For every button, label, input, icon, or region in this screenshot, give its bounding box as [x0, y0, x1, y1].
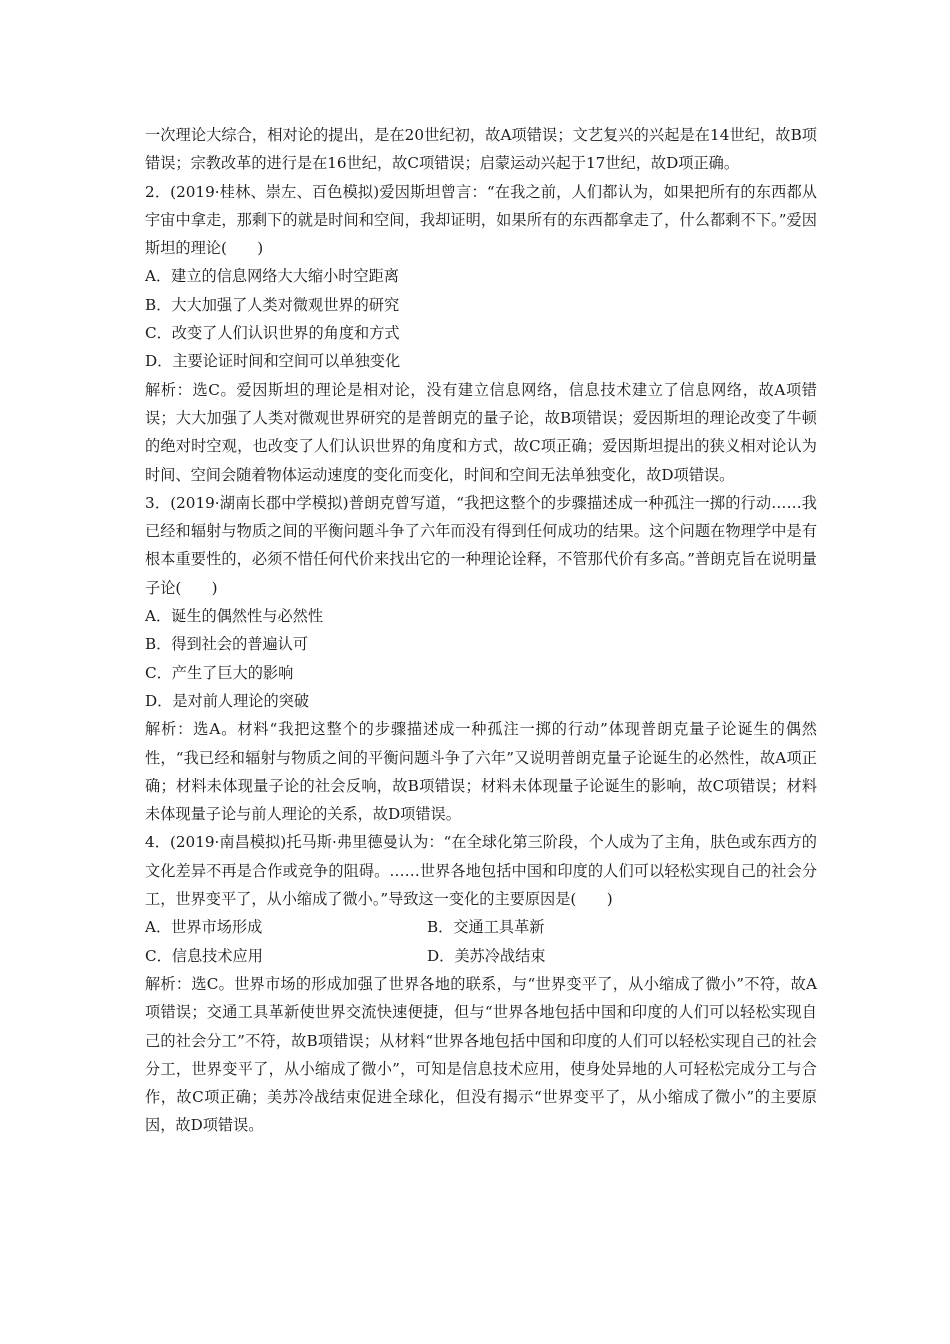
question-3-analysis: 解析：选A。材料“我把这整个的步骤描述成一种孤注一掷的行动”体现普朗克量子论诞生的偶然性，“我已经和辐射与物质之间的平衡问题斗争了六年”又说明普朗克量子论诞生的必然性，故A项正确；材料未体现量子论的社会反响，故B项错误；材料未体现量子论诞生的影响，故C项错误；材料未体现量子论与前人理论的关系，故D项错误。 — [145, 720, 817, 824]
question-2-option-a: A．建立的信息网络大大缩小时空距离 — [145, 267, 399, 286]
question-2-analysis: 解析：选C。爱因斯坦的理论是相对论，没有建立信息网络，信息技术建立了信息网络，故A项错误；大大加强了人类对微观世界研究的是普朗克的量子论，故B项错误；爱因斯坦的理论改变了牛顿的绝对时空观，也改变了人们认识世界的角度和方式，故C项正确；爱因斯坦提出的狭义相对论认为时间、空间会随着物体运动速度的变化而变化，时间和空间无法单独变化，故D项错误。 — [145, 380, 817, 484]
question-4-options-row-1 — [145, 913, 817, 941]
previous-answer-continuation: 一次理论大综合，相对论的提出，是在20世纪初，故A项错误；文艺复兴的兴起是在14世纪，故B项错误；宗教改革的进行是在16世纪，故C项错误；启蒙运动兴起于17世纪，故D项正确。 — [145, 126, 817, 173]
document-page — [145, 121, 817, 1140]
question-4-option-c: C．信息技术应用 — [145, 946, 263, 965]
question-4-analysis: 解析：选C。世界市场的形成加强了世界各地的联系，与“世界变平了，从小缩成了微小”不符，故A项错误；交通工具革新使世界交流快速便捷，但与“世界各地包括中国和印度的人们可以轻松实现自己的社会分工”不符，故B项错误；从材料“世界各地包括中国和印度的人们可以轻松实现自己的社会分工，世界变平了，从小缩成了微小”，可知是信息技术应用，使身处异地的人可轻松完成分工与合作，故C项正确；美苏冷战结束促进全球化，但没有揭示“世界变平了，从小缩成了微小”的主要原因，故D项错误。 — [145, 974, 817, 1135]
question-3-option-a: A．诞生的偶然性与必然性 — [145, 607, 324, 626]
question-4-stem: 4．(2019·南昌模拟)托马斯·弗里德曼认为：“在全球化第三阶段，个人成为了主角，肤色或东西方的文化差异不再是合作或竞争的阻碍。……世界各地包括中国和印度的人们可以轻松实现自己的社会分工，世界变平了，从小缩成了微小。”导致这一变化的主要原因是( ) — [145, 833, 817, 909]
question-4-option-b: B．交通工具革新 — [427, 918, 545, 937]
question-2-option-c: C．改变了人们认识世界的角度和方式 — [145, 324, 400, 343]
question-4-options-row-2 — [145, 942, 817, 970]
question-2-stem: 2．(2019·桂林、崇左、百色模拟)爱因斯坦曾言：“在我之前，人们都认为，如果把所有的东西都从宇宙中拿走，那剩下的就是时间和空间，我却证明，如果所有的东西都拿走了，什么都剩不下。”爱因斯坦的理论( ) — [145, 182, 817, 258]
question-4-option-d: D．美苏冷战结束 — [427, 946, 546, 965]
question-3-option-b: B．得到社会的普遍认可 — [145, 635, 309, 654]
question-2-option-b: B．大大加强了人类对微观世界的研究 — [145, 295, 400, 314]
question-3-option-c: C．产生了巨大的影响 — [145, 663, 294, 682]
question-3-option-d: D．是对前人理论的突破 — [145, 691, 310, 710]
question-4-option-a: A．世界市场形成 — [145, 918, 263, 937]
question-3-stem: 3．(2019·湖南长郡中学模拟)普朗克曾写道，“我把这整个的步骤描述成一种孤注一掷的行动……我已经和辐射与物质之间的平衡问题斗争了六年而没有得到任何成功的结果。这个问题在物理学中是有根本重要性的，必须不惜任何代价来找出它的一种理论诠释，不管那代价有多高。”普朗克旨在说明量子论( ) — [145, 493, 817, 597]
question-2-option-d: D．主要论证时间和空间可以单独变化 — [145, 352, 401, 371]
